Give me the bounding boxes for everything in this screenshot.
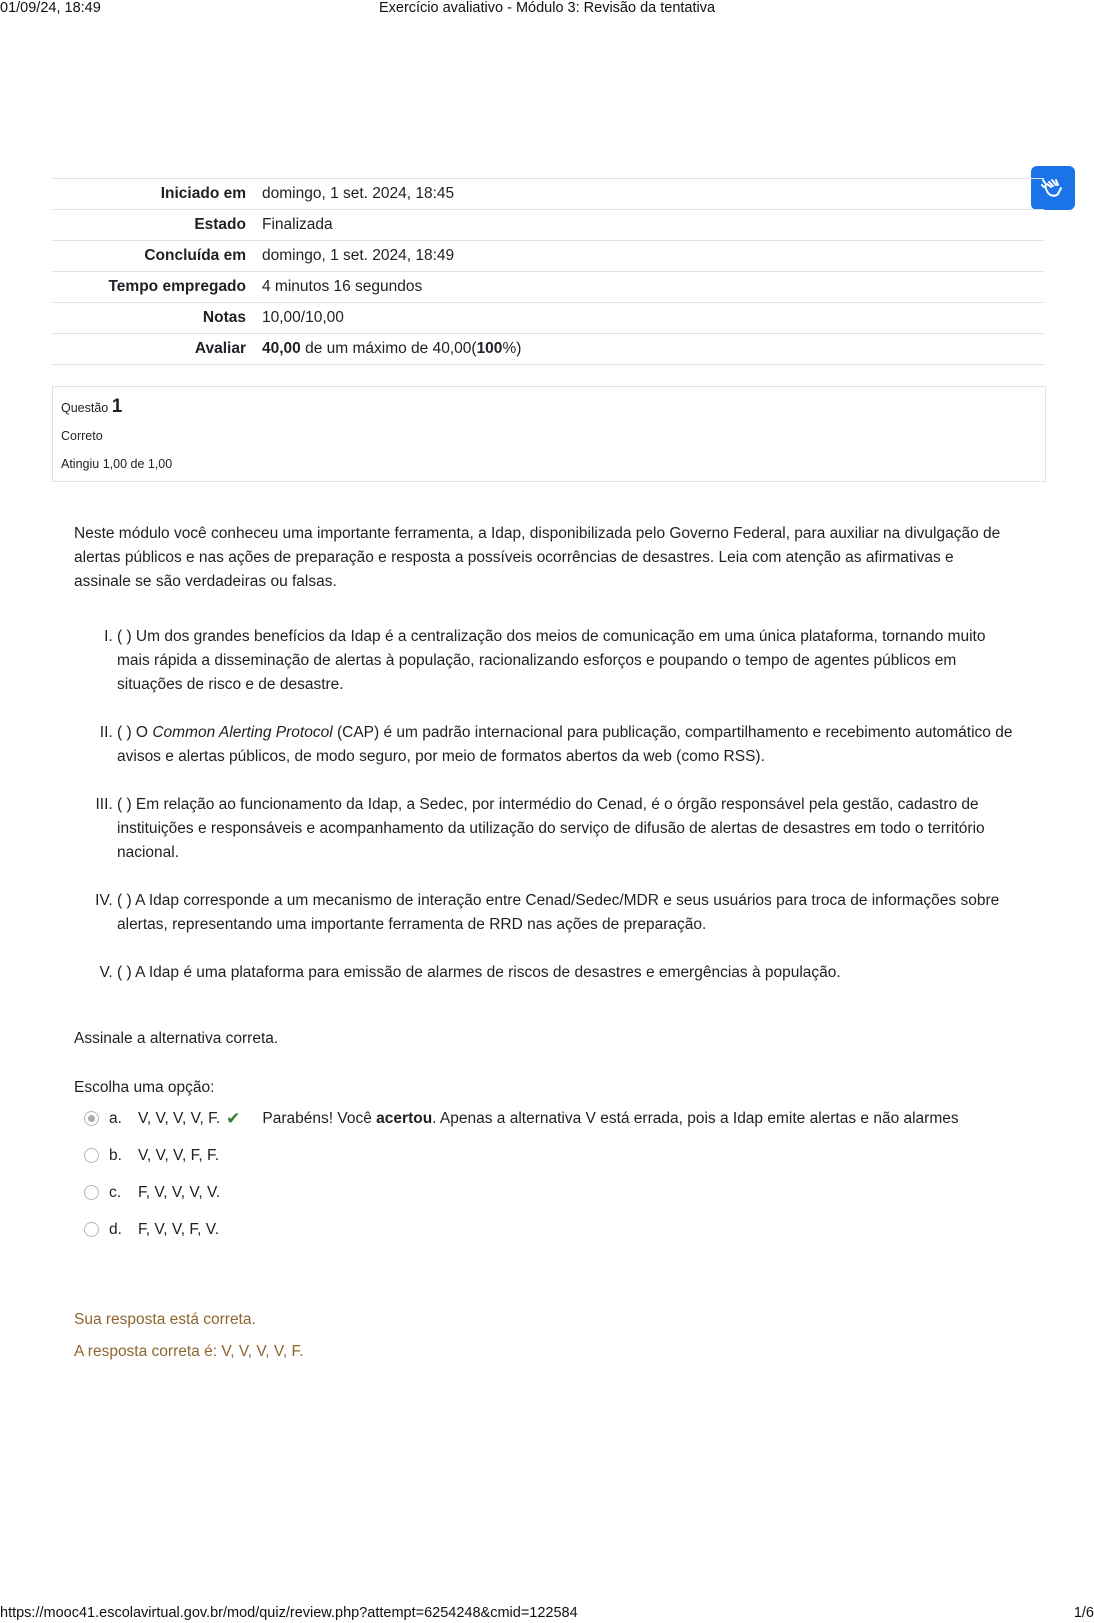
summary-row-time-taken — [52, 272, 1044, 303]
grade-suffix: %) — [502, 340, 522, 357]
summary-row-completed — [52, 241, 1044, 272]
print-footer — [0, 1605, 1094, 1623]
option-text: V, V, V, F, F. — [138, 1146, 220, 1164]
option-letter: c. — [109, 1183, 122, 1201]
answer-option-a[interactable] — [74, 1100, 1014, 1137]
print-url: https://mooc41.escolavirtual.gov.br/mod/quiz/review.php?attempt=6254248&cmid=122584 — [0, 1605, 578, 1621]
summary-row-grade — [52, 334, 1044, 365]
option-text: F, V, V, V, V. — [138, 1183, 221, 1201]
feedback-post: . Apenas a alternativa V está errada, pois a Idap emite alertas e não alarmes — [432, 1109, 959, 1127]
grade-text: de um máximo de 40,00( — [300, 340, 477, 357]
radio-button[interactable] — [84, 1222, 99, 1237]
result-message: Sua resposta está correta. — [74, 1311, 256, 1328]
print-title: Exercício avaliativo - Módulo 3: Revisão da tentativa — [378, 0, 716, 16]
feedback-bold: acertou — [376, 1109, 433, 1127]
statement-item: V. ( ) A Idap é uma plataforma para emissão de alarmes de riscos de desastres e emergências à população. — [117, 961, 1014, 985]
question-outcome — [74, 1308, 1014, 1364]
grade-score: 40,00 — [262, 340, 301, 357]
statement-item: I. ( ) Um dos grandes benefícios da Idap é a centralização dos meios de comunicação em uma única plataforma, tornando muito mais rápida a disseminação de alertas à população, racionalizando esforços e poupando o tempo de agentes públicos em situações de risco e de desastre. — [117, 625, 1014, 697]
answer-option-b[interactable] — [74, 1137, 1014, 1174]
summary-value: 4 minutos 16 segundos — [262, 272, 1044, 303]
grade-percent: 100 — [476, 340, 503, 357]
question-number — [61, 393, 1037, 422]
print-header — [0, 0, 1094, 18]
option-text: F, V, V, F, V. — [138, 1220, 220, 1238]
statement-post: (CAP) é um padrão internacional para publicação, compartilhamento e recebimento automático de avisos e alertas públicos, de modo seguro, por meio de formatos abertos da web (como RSS). — [117, 724, 1013, 765]
right-answer: A resposta correta é: V, V, V, V, F. — [74, 1343, 304, 1360]
summary-label: Notas — [52, 303, 262, 334]
statement-item: IV. ( ) A Idap corresponde a um mecanismo de interação entre Cenad/Sedec/MDR e seus usuários para troca de informações sobre alertas, representando uma importante ferramenta de RRD nas ações de preparação. — [117, 889, 1014, 937]
summary-value: Finalizada — [262, 210, 1044, 241]
checkmark-icon: ✔ — [226, 1108, 241, 1128]
summary-row-state — [52, 210, 1044, 241]
summary-label: Concluída em — [52, 241, 262, 272]
summary-label: Estado — [52, 210, 262, 241]
statement-item — [117, 721, 1014, 769]
print-datetime: 01/09/24, 18:49 — [0, 0, 101, 16]
question-mark: Atingiu 1,00 de 1,00 — [61, 457, 173, 471]
statement-item: III. ( ) Em relação ao funcionamento da Idap, a Sedec, por intermédio do Cenad, é o órgão responsável pela gestão, cadastro de instituições e responsáveis e acompanhamento da utilização do serviço de difusão de alertas de desastres em todo o território nacional. — [117, 793, 1014, 865]
summary-row-started — [52, 179, 1044, 210]
question-number-value: 1 — [111, 396, 123, 417]
statement-italic: Common Alerting Protocol — [152, 724, 333, 741]
summary-label: Tempo empregado — [52, 272, 262, 303]
option-letter: d. — [109, 1220, 122, 1238]
answer-options — [74, 1100, 1014, 1248]
answer-prompt: Escolha uma opção: — [74, 1079, 215, 1096]
summary-value: 10,00/10,00 — [262, 303, 1044, 334]
summary-row-marks — [52, 303, 1044, 334]
radio-button-selected[interactable] — [84, 1111, 99, 1126]
question-instruction: Assinale a alternativa correta. — [74, 1030, 279, 1047]
option-letter: b. — [109, 1146, 122, 1164]
summary-label: Iniciado em — [52, 179, 262, 210]
question-content — [74, 522, 1014, 1372]
attempt-summary-table — [52, 178, 1044, 365]
statement-list — [74, 625, 1014, 985]
question-state: Correto — [61, 429, 103, 443]
print-page-number: 1/6 — [1073, 1605, 1094, 1621]
grade-value — [262, 334, 1044, 365]
option-feedback — [262, 1107, 958, 1131]
summary-value: domingo, 1 set. 2024, 18:45 — [262, 179, 1044, 210]
radio-button[interactable] — [84, 1148, 99, 1163]
question-info-box — [52, 386, 1046, 482]
answer-option-d[interactable] — [74, 1211, 1014, 1248]
radio-button[interactable] — [84, 1185, 99, 1200]
question-intro: Neste módulo você conheceu uma importante ferramenta, a Idap, disponibilizada pelo Governo Federal, para auxiliar na divulgação de alertas públicos e nas ações de preparação e resposta a possíveis ocorrências de desastres. Leia com atenção as afirmativas e assinale se são verdadeiras ou falsas. — [74, 525, 1001, 590]
summary-value: domingo, 1 set. 2024, 18:49 — [262, 241, 1044, 272]
answer-option-c[interactable] — [74, 1174, 1014, 1211]
summary-label: Avaliar — [52, 334, 262, 365]
option-text: V, V, V, V, F. — [138, 1109, 221, 1127]
question-prefix: Questão — [61, 401, 109, 415]
feedback-pre: Parabéns! Você — [262, 1109, 377, 1127]
statement-pre: ( ) O — [117, 724, 153, 741]
option-letter: a. — [109, 1109, 122, 1127]
